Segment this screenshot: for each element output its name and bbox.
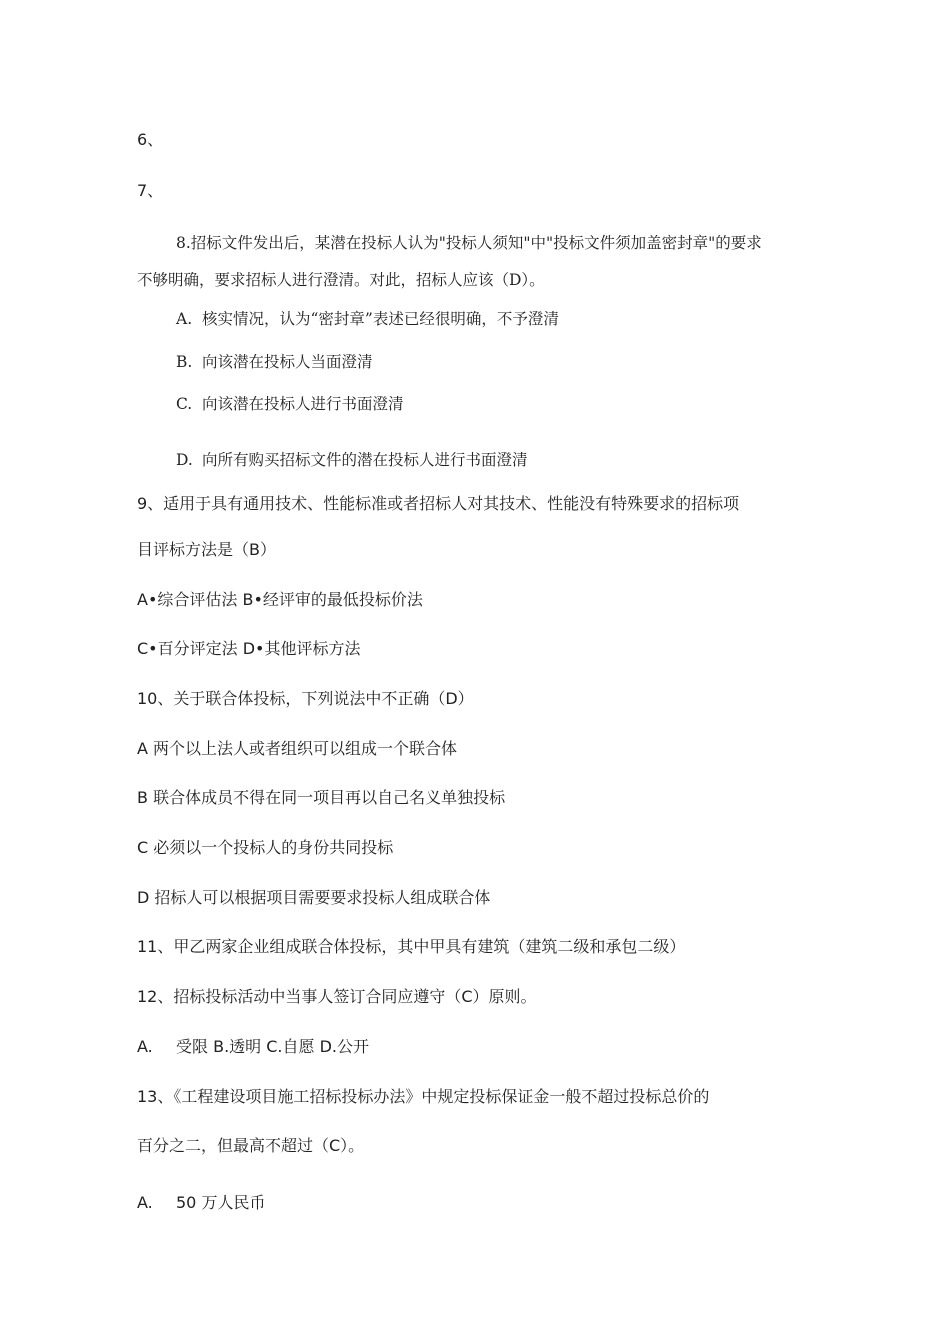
question-10-option-a: A 两个以上法人或者组织可以组成一个联合体	[137, 739, 458, 758]
question-8-stem-line1: 8.招标文件发出后，某潜在投标人认为"投标人须知"中"投标文件须加盖密封章"的要求	[176, 234, 762, 252]
question-12-stem: 12、招标投标活动中当事人签订合同应遵守（C）原则。	[137, 987, 537, 1006]
option-letter: A.	[137, 1037, 153, 1056]
question-8-option-b	[176, 351, 373, 373]
question-9-stem-line2: 目评标方法是（B）	[137, 540, 276, 559]
question-8-stem-line2: 不够明确，要求招标人进行澄清。对此，招标人应该（D）。	[137, 271, 545, 289]
option-text: 核实情况，认为“密封章”表述已经很明确，不予澄清	[202, 310, 559, 328]
question-7-number: 7、	[137, 181, 164, 200]
question-8-option-d	[176, 449, 528, 471]
question-10-option-c: C 必须以一个投标人的身份共同投标	[137, 838, 394, 857]
question-8-option-a	[176, 308, 559, 330]
question-8-option-c	[176, 393, 404, 415]
option-letter: B.	[176, 353, 193, 371]
option-text: 向该潜在投标人当面澄清	[202, 353, 373, 371]
option-letter: A.	[137, 1193, 153, 1212]
question-12-options	[137, 1036, 369, 1058]
question-13-stem-line1: 13、《工程建设项目施工招标投标办法》中规定投标保证金一般不超过投标总价的	[137, 1087, 710, 1106]
option-letter: D.	[176, 451, 193, 469]
question-6-number: 6、	[137, 130, 164, 149]
question-10-stem: 10、关于联合体投标，下列说法中不正确（D）	[137, 689, 474, 708]
question-11-stem: 11、甲乙两家企业组成联合体投标，其中甲具有建筑（建筑二级和承包二级）	[137, 937, 686, 956]
question-10-option-d: D 招标人可以根据项目需要要求投标人组成联合体	[137, 888, 491, 907]
option-letter: A.	[176, 310, 193, 328]
question-9-options-ab: A•综合评估法 B•经评审的最低投标价法	[137, 590, 423, 609]
option-text: 受限 B.透明 C.自愿 D.公开	[176, 1037, 369, 1056]
option-text: 向所有购买招标文件的潜在投标人进行书面澄清	[202, 451, 528, 469]
question-9-stem-line1: 9、适用于具有通用技术、性能标准或者招标人对其技术、性能没有特殊要求的招标项	[137, 494, 740, 513]
question-13-stem-line2: 百分之二，但最高不超过（C）。	[137, 1136, 365, 1155]
option-text: 50 万人民币	[176, 1193, 266, 1212]
option-text: 向该潜在投标人进行书面澄清	[202, 395, 404, 413]
question-9-options-cd: C•百分评定法 D•其他评标方法	[137, 639, 361, 658]
option-letter: C.	[176, 395, 193, 413]
question-13-option-a	[137, 1192, 265, 1214]
question-10-option-b: B 联合体成员不得在同一项目再以自己名义单独投标	[137, 788, 506, 807]
